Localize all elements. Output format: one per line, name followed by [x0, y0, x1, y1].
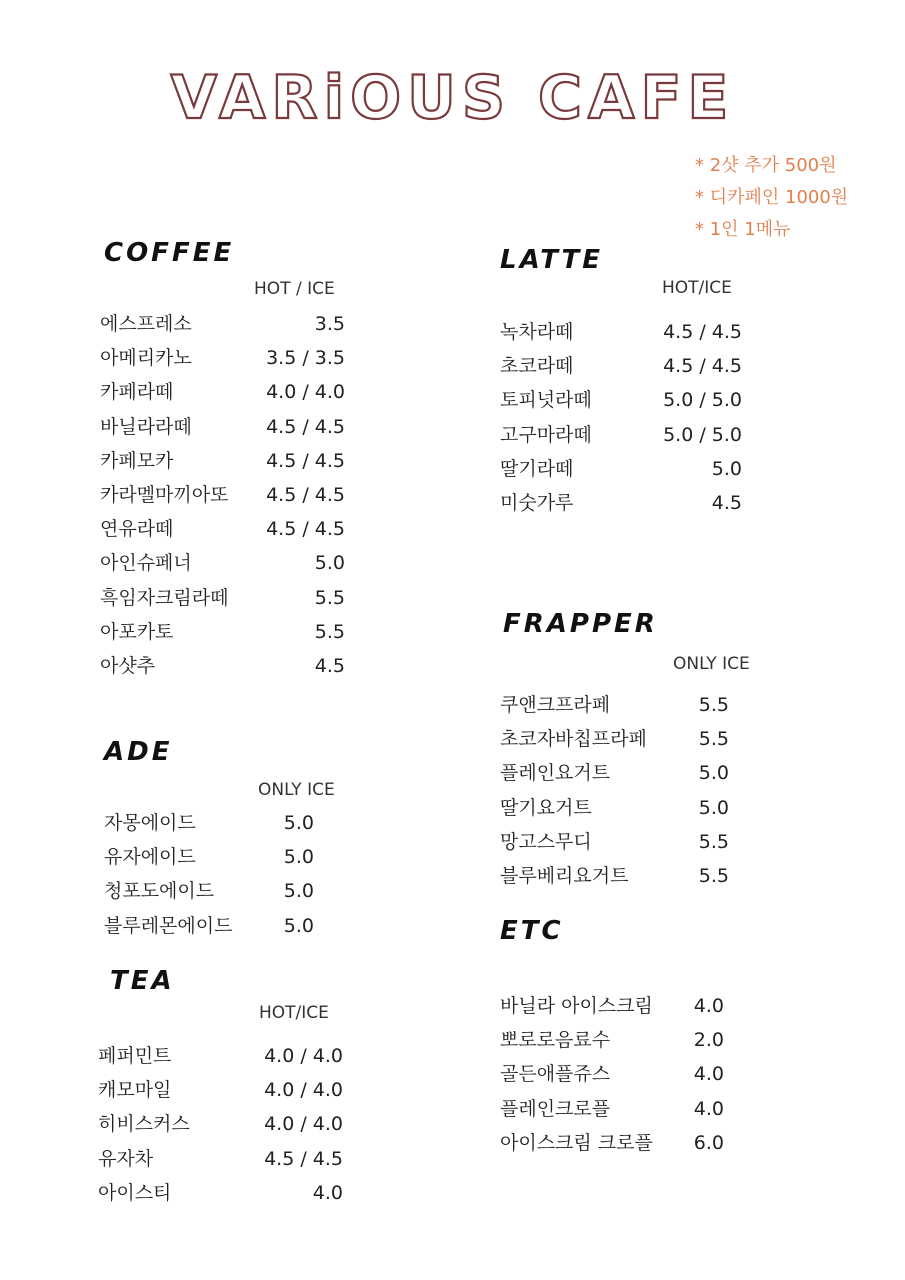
menu-item: [100, 618, 345, 652]
notes: [695, 150, 848, 246]
menu-item: [500, 725, 729, 759]
menu-item: [100, 652, 345, 686]
menu-item-price: 6.0: [693, 1131, 724, 1154]
menu-item-price: 5.5: [314, 586, 345, 609]
menu-item-price: 3.5 / 3.5: [266, 347, 345, 370]
menu-item-price: 4.0: [693, 1063, 724, 1086]
menu-item: [100, 413, 345, 447]
menu-item-name: 아인슈페너: [100, 552, 192, 575]
tea-subheading: HOT/ICE: [259, 1003, 329, 1023]
menu-item: [500, 691, 729, 725]
tea-heading: TEA: [110, 966, 175, 996]
menu-item-name: 유자차: [98, 1147, 154, 1170]
ade-heading: ADE: [104, 737, 173, 767]
menu-item-name: 초코자바칩프라페: [500, 728, 647, 751]
menu-item-price: 4.0: [693, 995, 724, 1017]
coffee-heading: COFFEE: [104, 238, 235, 268]
coffee-list: [100, 310, 345, 686]
menu-item-price: 5.0: [314, 552, 345, 575]
menu-item-name: 카페라떼: [100, 381, 174, 404]
menu-item-name: 뽀로로음료수: [500, 1029, 611, 1052]
menu-item-name: 토피넛라떼: [500, 389, 592, 412]
latte-list: [500, 318, 742, 523]
menu-item-name: 바닐라라떼: [100, 415, 192, 438]
menu-item-name: 유자에이드: [104, 846, 196, 869]
menu-item-name: 딸기요거트: [500, 796, 592, 819]
menu-item: [100, 481, 345, 515]
menu-item-name: 아메리카노: [100, 347, 192, 370]
menu-item-price: 5.5: [698, 694, 729, 716]
menu-item-price: 4.5 / 4.5: [266, 483, 345, 506]
menu-item-name: 캐모마일: [98, 1079, 172, 1102]
etc-heading: ETC: [500, 916, 564, 946]
cafe-title: VARiOUS CAFE: [170, 63, 735, 133]
menu-item-price: 4.5 / 4.5: [266, 415, 345, 438]
menu-item-price: 4.0 / 4.0: [266, 381, 345, 404]
frapper-list: [500, 691, 729, 896]
menu-item: [100, 447, 345, 481]
menu-item: [104, 912, 314, 946]
menu-item: [500, 455, 742, 489]
menu-item: [500, 489, 742, 523]
menu-item: [500, 794, 729, 828]
menu-item-price: 5.0: [698, 762, 729, 785]
menu-item: [100, 344, 345, 378]
etc-list: [500, 992, 724, 1163]
menu-item-name: 망고스무디: [500, 830, 592, 853]
menu-item-name: 히비스커스: [98, 1113, 190, 1136]
menu-item-price: 3.5: [314, 313, 345, 335]
menu-item: [104, 809, 314, 843]
menu-item: [100, 584, 345, 618]
menu-item-name: 아이스티: [98, 1181, 172, 1204]
menu-item-name: 아이스크림 크로플: [500, 1131, 653, 1154]
menu-item-price: 4.5: [711, 491, 742, 514]
menu-item-name: 페퍼민트: [98, 1045, 172, 1067]
menu-item-price: 5.0: [283, 914, 314, 937]
menu-item-name: 녹차라떼: [500, 321, 574, 343]
menu-item: [104, 877, 314, 911]
menu-item: [500, 318, 742, 352]
menu-item: [500, 828, 729, 862]
note-decaf: * 디카페인 1000원: [695, 187, 849, 208]
menu-item: [500, 386, 742, 420]
menu-item-price: 4.0 / 4.0: [264, 1045, 343, 1067]
menu-item: [500, 1095, 724, 1129]
menu-item-name: 딸기라떼: [500, 457, 574, 480]
menu-item-name: 쿠앤크프라페: [500, 694, 611, 716]
menu-item-price: 5.5: [698, 728, 729, 751]
menu-item: [500, 1026, 724, 1060]
menu-item: [100, 549, 345, 583]
menu-item: [104, 843, 314, 877]
coffee-subheading: HOT / ICE: [254, 279, 335, 299]
menu-item-price: 5.5: [314, 620, 345, 643]
menu-item-name: 아샷추: [100, 654, 156, 677]
note-extra-shot: * 2샷 추가 500원: [695, 155, 837, 176]
menu-item-price: 4.0 / 4.0: [264, 1113, 343, 1136]
menu-item-price: 5.0: [698, 796, 729, 819]
menu-item-price: 5.0: [283, 812, 314, 834]
ade-list: [104, 809, 314, 946]
menu-item-name: 연유라떼: [100, 518, 174, 541]
menu-item: [98, 1145, 343, 1179]
menu-item-name: 에스프레소: [100, 313, 192, 335]
menu-item: [500, 421, 742, 455]
menu-item: [100, 515, 345, 549]
menu-item-price: 4.0 / 4.0: [264, 1079, 343, 1102]
menu-item: [98, 1179, 343, 1213]
latte-subheading: HOT/ICE: [662, 278, 732, 298]
menu-item-name: 아포카토: [100, 620, 174, 643]
menu-item-name: 카라멜마끼아또: [100, 483, 229, 506]
menu-item-name: 흑임자크림라떼: [100, 586, 229, 609]
menu-item-price: 5.0 / 5.0: [663, 423, 742, 446]
menu-item: [500, 992, 724, 1026]
menu-item-name: 플레인요거트: [500, 762, 611, 785]
menu-item-name: 바닐라 아이스크림: [500, 995, 653, 1017]
note-one-menu: * 1인 1메뉴: [695, 219, 791, 240]
menu-item-price: 4.5 / 4.5: [663, 355, 742, 378]
menu-item: [500, 759, 729, 793]
menu-item-price: 4.5 / 4.5: [663, 321, 742, 343]
menu-item-price: 4.5 / 4.5: [266, 518, 345, 541]
menu-item-name: 블루베리요거트: [500, 864, 629, 887]
menu-item: [98, 1076, 343, 1110]
menu-item-price: 5.0: [283, 880, 314, 903]
menu-item: [500, 1129, 724, 1163]
menu-item-price: 5.5: [698, 864, 729, 887]
menu-item-price: 5.0: [283, 846, 314, 869]
menu-item-name: 카페모카: [100, 449, 174, 472]
menu-item: [100, 310, 345, 344]
menu-item-name: 미숫가루: [500, 491, 574, 514]
menu-item-name: 골든애플쥬스: [500, 1063, 611, 1086]
ade-subheading: ONLY ICE: [258, 780, 335, 800]
menu-item-price: 5.0 / 5.0: [663, 389, 742, 412]
menu-item-price: 4.5 / 4.5: [264, 1147, 343, 1170]
menu-item-price: 5.5: [698, 830, 729, 853]
menu-item: [500, 862, 729, 896]
menu-item: [98, 1042, 343, 1076]
menu-item-name: 초코라떼: [500, 355, 574, 378]
menu-item: [500, 1060, 724, 1094]
menu-item-price: 5.0: [711, 457, 742, 480]
menu-item: [500, 352, 742, 386]
menu-item-name: 자몽에이드: [104, 812, 196, 834]
tea-list: [98, 1042, 343, 1213]
menu-item-price: 4.0: [693, 1097, 724, 1120]
menu-item-price: 4.5 / 4.5: [266, 449, 345, 472]
menu-item-name: 청포도에이드: [104, 880, 215, 903]
menu-item: [98, 1110, 343, 1144]
latte-heading: LATTE: [500, 245, 604, 275]
menu-item-name: 블루레몬에이드: [104, 914, 233, 937]
menu-item-name: 플레인크로플: [500, 1097, 611, 1120]
menu-item-name: 고구마라떼: [500, 423, 592, 446]
frapper-subheading: ONLY ICE: [673, 654, 750, 674]
menu-item-price: 2.0: [693, 1029, 724, 1052]
frapper-heading: FRAPPER: [503, 609, 658, 639]
menu-item-price: 4.0: [312, 1181, 343, 1204]
menu-item: [100, 378, 345, 412]
menu-item-price: 4.5: [314, 654, 345, 677]
